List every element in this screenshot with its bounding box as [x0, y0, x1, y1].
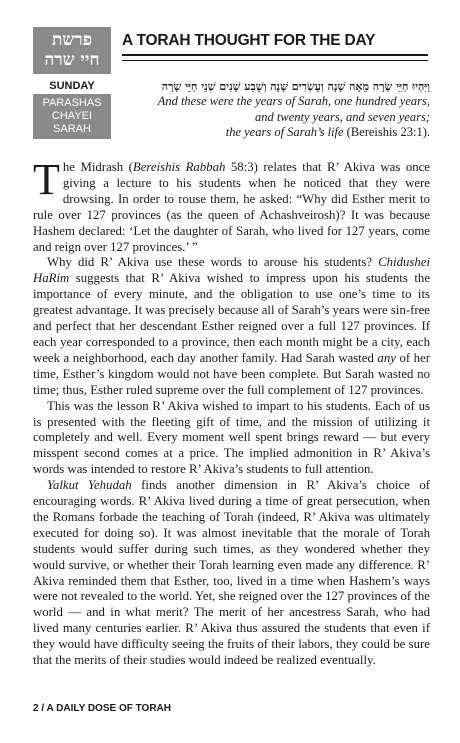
italic-text: Bereishis Rabbah [132, 160, 226, 174]
footer-separator: / [38, 703, 47, 714]
article-body [33, 155, 430, 669]
verse-reference: (Bereishis 23:1). [346, 125, 430, 139]
text-run: he Midrash ( [62, 160, 133, 174]
text-run: suggests that R’ Akiva wished to impress upon his students the importance of every minute, and the obligation to use one’s time to its greatest advantage. It was precisely because all of Sarah’s years were sin-free and perfect that her descendant Esther reigned over a full 127 provinces. If each year corresponded to a province, then each month might be a city, each week a neighborhood, each day another family. Had Sarah wasted [33, 271, 430, 365]
verse-translation-line: and twenty years, and seven years; [255, 109, 430, 124]
book-title: A DAILY DOSE OF TORAH [46, 703, 171, 714]
parashas-box [33, 94, 111, 139]
verse-translation-line: And these were the years of Sarah, one hundred years, [157, 94, 430, 108]
page-title: A TORAH THOUGHT FOR THE DAY [122, 32, 428, 56]
paragraph [33, 478, 430, 669]
paragraph [33, 399, 430, 479]
text-run: Why did R’ Akiva use these words to arouse his students? [47, 255, 379, 270]
text-run: 58:3) relates that R’ Akiva was once giving a lecture to his students when he noticed that they were drowsing. In order to rouse them, he asked: “Why did Esther merit to rule over 127 provinces (as the queen of Achashveirosh)? It was because Hashem declared: ‘Let the daughter of Sarah, who lived for 127 years, come and reign over 127 provinces.’ ” [33, 160, 430, 254]
title-rule [122, 60, 428, 61]
text-run: of her time, Esther’s kingdom would not have been complete. But Sarah wasted no time; thus, Esther ruled supreme over the full complement of 127 provinces. [33, 350, 430, 397]
paragraph [33, 255, 430, 398]
parasha-sidebar [33, 27, 111, 139]
italic-text: any [377, 350, 396, 365]
parashas-line: SARAH [53, 123, 91, 135]
day-label: SUNDAY [33, 74, 111, 94]
hebrew-parasha-name: חיי שרה [44, 50, 100, 70]
verse-translation-line [110, 125, 430, 141]
verse-hebrew: וַיִּהְיוּ חַיֵּי שָׂרָה מֵאָה שָׁנָה וְעֶשְׂרִים שָׁנָה וְשֶׁבַע שָׁנִים שְׁנֵי חַיֵּי שָׂרָה [161, 80, 430, 93]
text-run: This was the lesson R’ Akiva wished to impart to his students. Each of us is presented with the fleeting gift of time, and the mission of utilizing it completely and well. Every moment well spent brings reward — but every misspent second comes at a price. The implied admonition in R’ Akiva’s words was intended to restore R’ Akiva’s students to full attention. [33, 398, 430, 477]
italic-text: Yalkut Yehudah [47, 478, 132, 493]
hebrew-parasha-box [33, 27, 111, 74]
verse-block [110, 80, 430, 141]
verse-translation-text: the years of Sarah’s life [225, 125, 347, 139]
paragraph [33, 155, 430, 255]
page-number: 2 [33, 703, 39, 714]
parashas-line: CHAYEI [51, 110, 93, 122]
parashas-line: PARASHAS [42, 97, 102, 109]
italic-text: Chidushei HaRim [33, 255, 430, 286]
drop-cap: T [33, 155, 60, 204]
text-run: finds another dimension in R’ Akiva’s choice of encouraging words. R’ Akiva lived during a time of great persecution, when the Romans forbade the teaching of Torah (indeed, R’ Akiva was ultimately executed for doing so). It was almost inevitable that the morale of Torah students would suffer during such times, as they wondered whether they would survive, or whether their Torah learning even made any difference. R’ Akiva reminded them that Esther, too, lived in a time when Hashem’s ways were not revealed to the world. Yet, she reigned over the 127 provinces of the world — and in what merit? The merit of her ancestress Sarah, who had lived many centuries earlier. R’ Akiva thus assured the students that even if they would have difficulty seeing the fruits of their labors, they could be sure that the merits of their studies would indeed be realized eventually. [33, 478, 430, 668]
hebrew-parasha-word: פרשת [51, 30, 92, 50]
page-footer [33, 703, 171, 714]
